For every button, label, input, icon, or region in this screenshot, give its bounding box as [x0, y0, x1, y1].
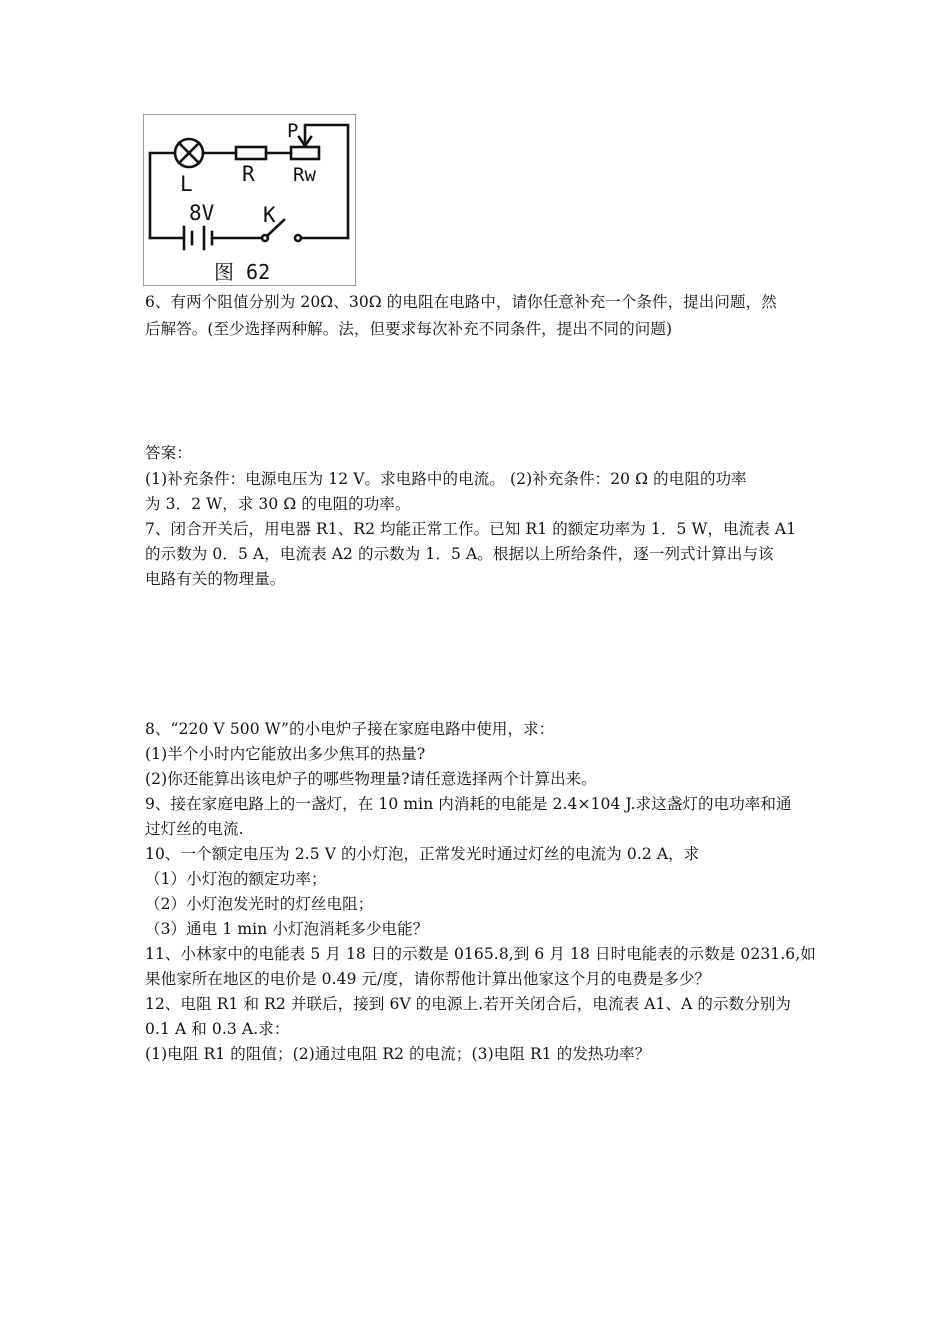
answer-heading: 答案：	[145, 444, 192, 462]
question-11-line-1: 11、小林家中的电能表 5 月 18 日的示数是 0165.8,到 6 月 18 日时电能表的示数是 0231.6,如	[145, 945, 816, 963]
answer-line-1: (1)补充条件：电源电压为 12 V。求电路中的电流。 (2)补充条件：20 Ω 的电阻的功率	[145, 470, 747, 488]
question-7-line-2: 的示数为 0．5 A，电流表 A2 的示数为 1．5 A。根据以上所给条件，逐一列式计算出与该	[145, 545, 774, 563]
figure-caption: 图 62	[214, 260, 271, 284]
question-11-line-2: 果他家所在地区的电价是 0.49 元/度，请你帮他计算出他家这个月的电费是多少？	[145, 970, 711, 988]
question-10-line-3: （2）小灯泡发光时的灯丝电阻；	[145, 895, 374, 913]
question-8-line-3: (2)你还能算出该电炉子的哪些物理量?请任意选择两个计算出来。	[145, 770, 597, 788]
wire-left	[150, 153, 175, 238]
question-6-line-2: 后解答。(至少选择两种解。法，但要求每次补充不同条件，提出不同的问题)	[145, 320, 673, 338]
question-10-line-4: （3）通电 1 min 小灯泡消耗多少电能？	[145, 920, 429, 938]
label-battery: 8V	[189, 201, 215, 225]
question-9-line-1: 9、接在家庭电路上的一盏灯，在 10 min 内消耗的电能是 2.4×104 J.求这盏灯的电功率和通	[145, 795, 792, 813]
question-8-line-2: (1)半个小时内它能放出多少焦耳的热量?	[145, 745, 426, 763]
resistor-symbol	[236, 147, 266, 159]
label-resistor: R	[242, 162, 255, 186]
label-slider: P	[287, 120, 299, 142]
rheostat-symbol	[291, 147, 319, 159]
circuit-diagram	[144, 115, 355, 285]
question-7-line-1: 7、闭合开关后，用电器 R1、R2 均能正常工作。已知 R1 的额定功率为 1．5 W，电流表 A1	[145, 520, 797, 538]
question-10-line-1: 10、一个额定电压为 2.5 V 的小灯泡，正常发光时通过灯丝的电流为 0.2 A，求	[145, 845, 700, 863]
question-12-line-3: (1)电阻 R1 的阻值；(2)通过电阻 R2 的电流；(3)电阻 R1 的发热功率？	[145, 1045, 651, 1063]
question-7-line-3: 电路有关的物理量。	[145, 570, 286, 588]
label-rheostat: Rw	[293, 164, 316, 186]
answer-line-2: 为 3．2 W，求 30 Ω 的电阻的功率。	[145, 495, 411, 513]
question-12-line-2: 0.1 A 和 0.3 A.求：	[145, 1020, 290, 1038]
question-12-line-1: 12、电阻 R1 和 R2 并联后，接到 6V 的电源上.若开关闭合后，电流表 A1、A 的示数分别为	[145, 995, 792, 1013]
question-10-line-2: （1）小灯泡的额定功率；	[145, 870, 327, 888]
circuit-figure	[143, 114, 356, 286]
label-lamp: L	[180, 172, 193, 196]
question-9-line-2: 过灯丝的电流.	[145, 820, 244, 838]
question-8-line-1: 8、“220 V 500 W”的小电炉子接在家庭电路中使用，求：	[145, 720, 555, 738]
label-switch: K	[263, 203, 276, 227]
question-6-line-1: 6、有两个阻值分别为 20Ω、30Ω 的电阻在电路中，请你任意补充一个条件，提出问题，然	[145, 293, 777, 311]
